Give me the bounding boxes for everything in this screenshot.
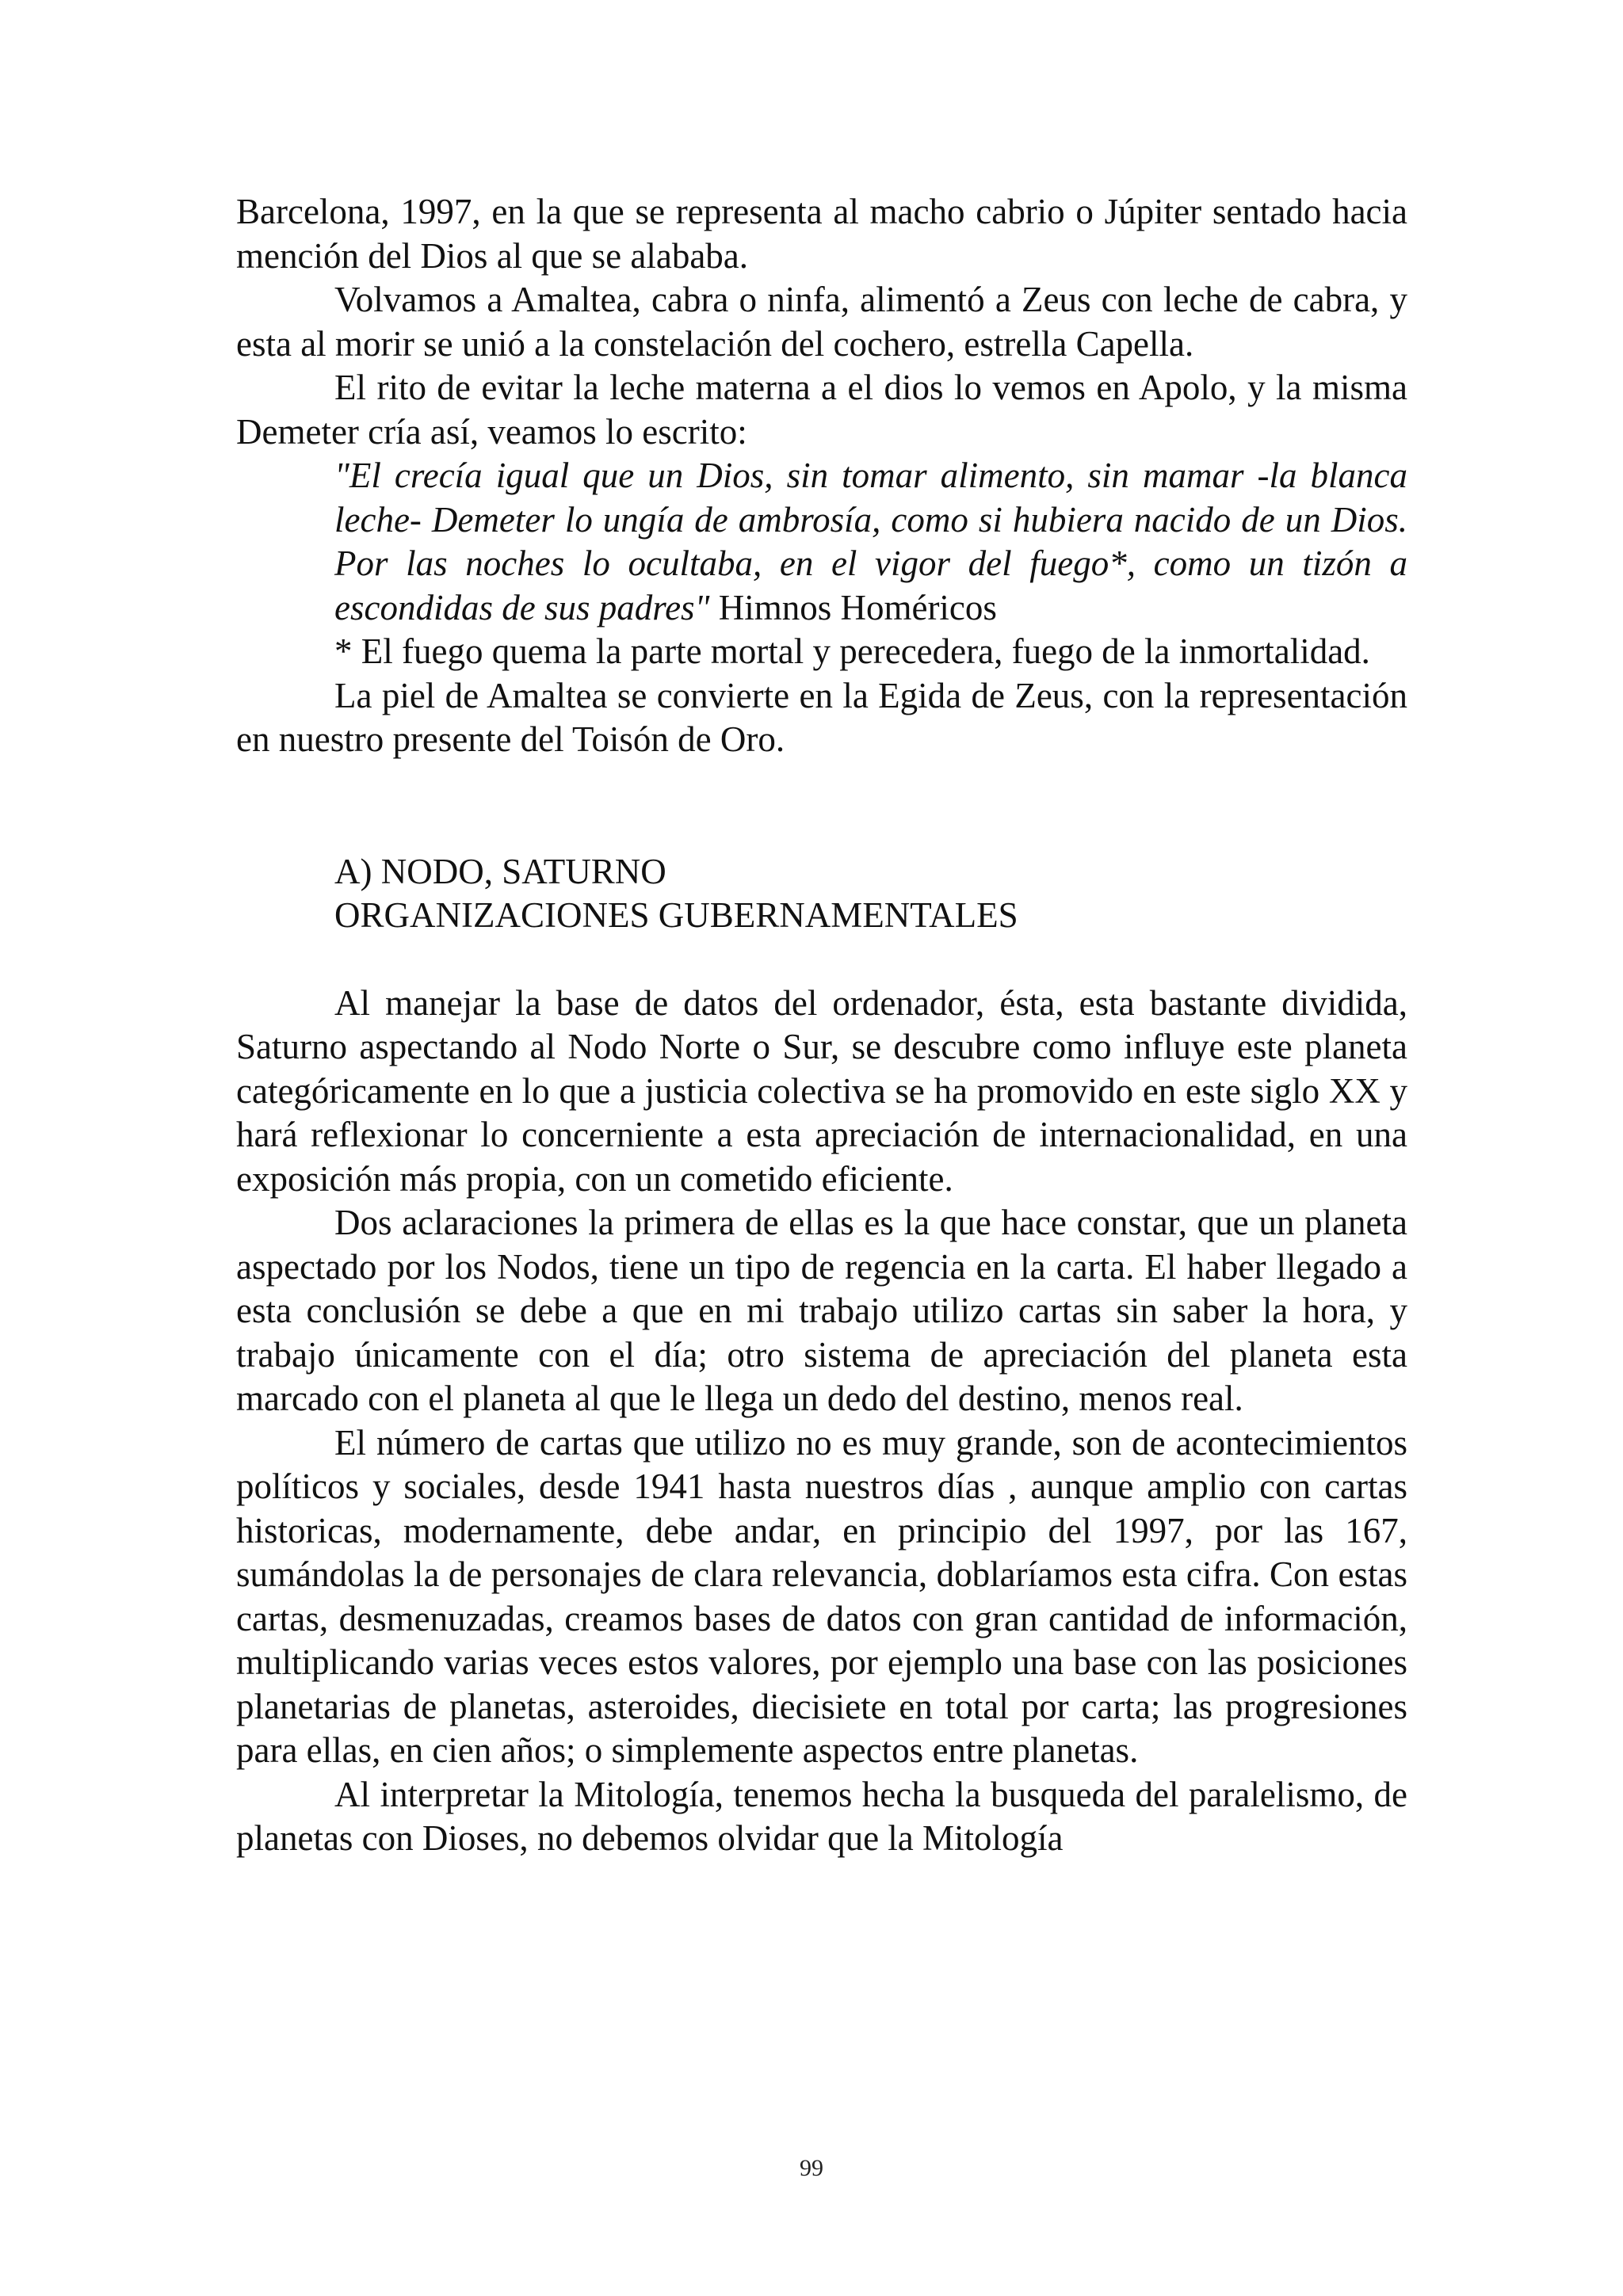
body-paragraph: El rito de evitar la leche materna a el dios lo vemos en Apolo, y la misma Demeter cría así, veamos lo escrito: [236,368,1407,452]
quote-attribution: Himnos Homéricos [718,587,997,627]
body-paragraph: Al manejar la base de datos del ordenador, ésta, esta bastante dividida, Saturno aspectando al Nodo Norte o Sur, se descubre como influye este planeta categóricamente en lo que a justicia colectiva se ha promovido en este siglo XX y hará reflexionar lo concerniente a esta apreciación de internacionalidad, en una exposición más propia, con un cometido eficiente. [236,982,1407,1199]
section-heading-line2: ORGANIZACIONES GUBERNAMENTALES [334,895,1018,935]
section-heading-line1: A) NODO, SATURNO [334,851,666,891]
footnote: * El fuego quema la parte mortal y perecedera, fuego de la inmortalidad. [334,631,1370,671]
quote-text: "El crecía igual que un Dios, sin tomar alimento, sin mamar -la blanca leche- Demeter lo ungía de ambrosía, como si hubiera nacido de un Dios. Por las noches lo ocultaba, en el vigor del fuego*, como un tizón a escondidas de sus padres" [334,456,1407,627]
body-paragraph: El número de cartas que utilizo no es muy grande, son de acontecimientos políticos y sociales, desde 1941 hasta nuestros días , aunque amplio con cartas historicas, modernamente, debe andar, en principio del 1997, por las 167, sumándolas la de personajes de clara relevancia, doblaríamos esta cifra. Con estas cartas, desmenuzadas, creamos bases de datos con gran cantidad de información, multiplicando varias veces estos valores, por ejemplo una base con las posiciones planetarias de planetas, asteroides, diecisiete en total por carta; las progresiones para ellas, en cien años; o simplemente aspectos entre planetas. [236,1422,1407,1770]
block-quote [334,454,1407,630]
body-paragraph: Dos aclaraciones la primera de ellas es la que hace constar, que un planeta aspectado por los Nodos, tiene un tipo de regencia en la carta. El haber llegado a esta conclusión se debe a que en mi trabajo utilizo cartas sin saber la hora, y trabajo únicamente con el día; otro sistema de apreciación del planeta esta marcado con el planeta al que le llega un dedo del destino, menos real. [236,1203,1407,1418]
body-paragraph: Al interpretar la Mitología, tenemos hecha la busqueda del paralelismo, de planetas con Dioses, no debemos olvidar que la Mitología [236,1774,1407,1858]
body-paragraph: Volvamos a Amaltea, cabra o ninfa, alimentó a Zeus con leche de cabra, y esta al morir se unió a la constelación del cochero, estrella Capella. [236,280,1407,364]
body-paragraph: Barcelona, 1997, en la que se representa al macho cabrio o Júpiter sentado hacia mención del Dios al que se alababa. [236,192,1407,276]
page-body [236,190,1407,1861]
page-number: 99 [800,2155,823,2181]
heading-spacer [236,938,1407,982]
section-spacer [236,762,1407,850]
body-paragraph: La piel de Amaltea se convierte en la Egida de Zeus, con la representación en nuestro presente del Toisón de Oro. [236,675,1407,759]
